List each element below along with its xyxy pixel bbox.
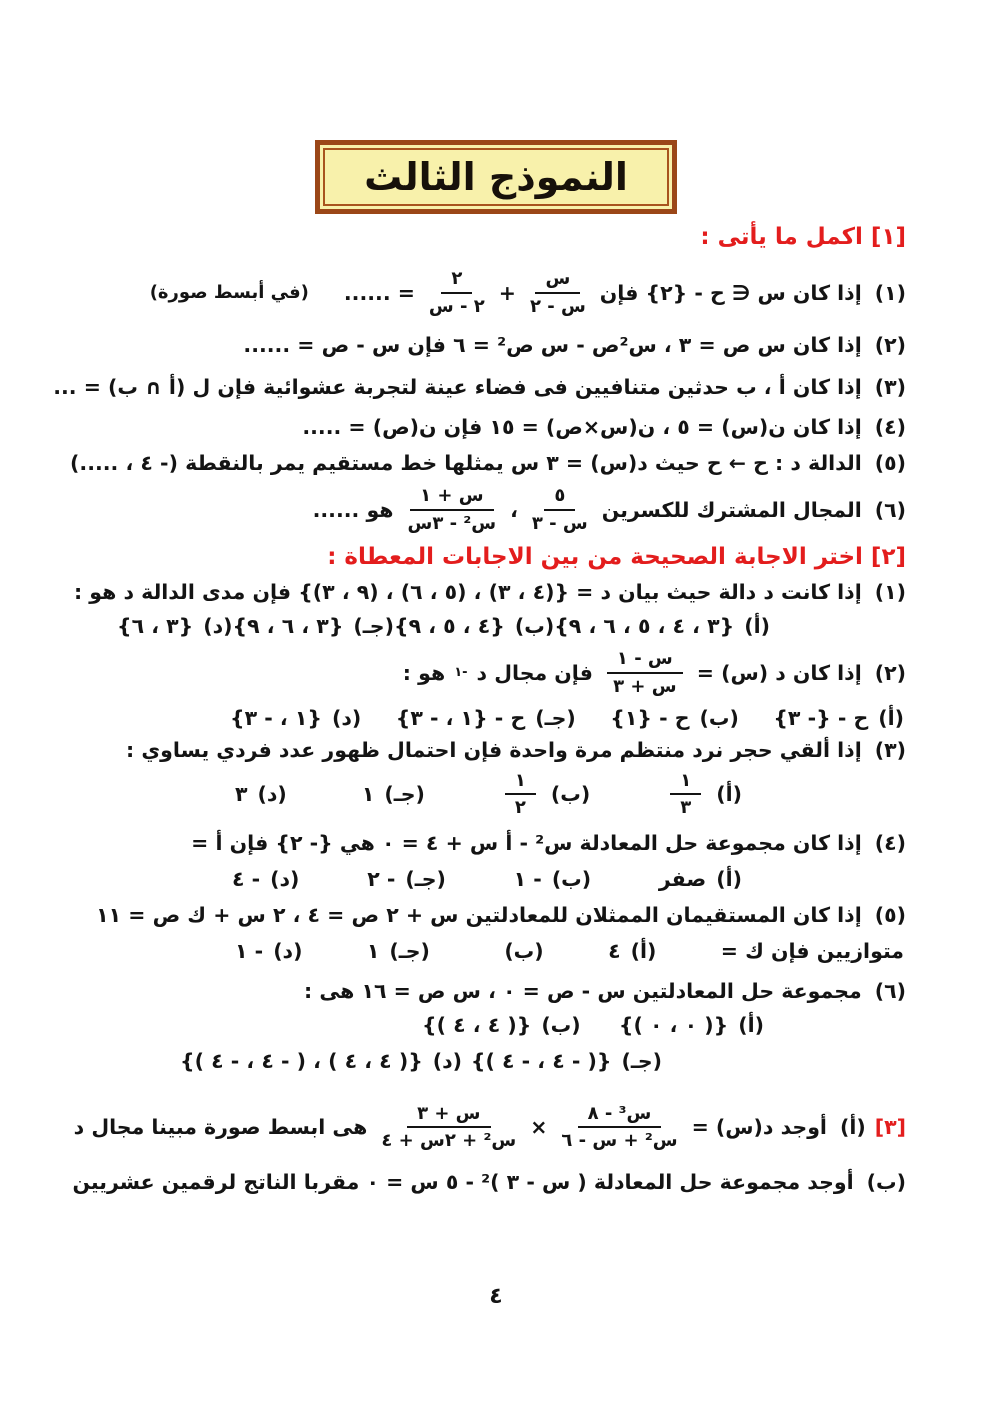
title-banner [0, 0, 992, 214]
option-label: (د) [331, 705, 362, 730]
numerator: ٢ [441, 268, 472, 294]
option-value: ١ [366, 938, 380, 963]
question-number: (٣) [874, 737, 906, 762]
option-label: (أ) [878, 705, 904, 730]
s2-q2-options [0, 706, 992, 730]
s1-item-2 [0, 333, 992, 357]
s2-q1-options [0, 614, 992, 638]
option-b [494, 939, 543, 963]
s2-q3-options [0, 770, 992, 819]
s1-item-3 [0, 375, 992, 399]
option-a [619, 1013, 764, 1037]
question-text-tail: هى ابسط صورة مبينا مجال د [73, 1115, 368, 1140]
question-text: إذا كان د (س) = [696, 660, 862, 685]
option-value: {٣ ، ٦} [116, 614, 194, 639]
item-text: الدالة د : ح ← ح حيث د(س) = ٣ س يمثلها خط مستقيم يمر بالنقطة (- ٤ ، .....) [70, 451, 862, 476]
option-a [608, 939, 656, 963]
option-value: ح - {١ ، - ٣} [395, 705, 526, 730]
option-label: (جـ) [535, 705, 576, 730]
page-number: ٤ [489, 1284, 503, 1309]
part-label: (ب) [866, 1169, 906, 1194]
question-text: إذا ألقي حجر نرد منتظم مرة واحدة فإن احتمال ظهور عدد فردي يساوي : [126, 737, 862, 762]
fraction [670, 770, 701, 819]
option-a [659, 867, 742, 891]
item-text-tail: هو ...... [312, 497, 394, 522]
s2-question-5 [0, 903, 992, 927]
s2-question-2 [0, 648, 992, 697]
option-value: - ٢ [367, 866, 396, 891]
option-label: (د) [203, 614, 233, 639]
part-label: (أ) [839, 1115, 866, 1140]
option-label: (د) [273, 938, 303, 963]
option-c [367, 867, 446, 891]
item-number: (٤) [874, 415, 906, 440]
question-number: (٦) [874, 978, 906, 1003]
option-label: (ب) [699, 705, 739, 730]
s2-q4-options [0, 867, 992, 891]
item-text: المجال المشترك للكسرين [601, 497, 862, 522]
option-d [180, 1049, 462, 1073]
option-a [773, 706, 904, 730]
fraction [532, 485, 588, 534]
inverse-exponent: -١ [454, 665, 468, 681]
option-a [554, 614, 770, 638]
item-number: (٣) [874, 375, 906, 400]
option-value: {( ٤ ، ٤ )} [422, 1012, 532, 1037]
s1-item-4 [0, 415, 992, 439]
denominator: ٢ [514, 797, 526, 819]
option-label: (أ) [738, 1012, 764, 1037]
denominator: س - ٣ [531, 512, 588, 534]
option-d [235, 782, 287, 806]
numerator: ٥ [544, 485, 575, 511]
question-text: مجموعة حل المعادلتين س - ص = ٠ ، س ص = ١٦ هى : [304, 978, 862, 1003]
denominator: ٢ - س [428, 295, 485, 317]
section3-header: [٣] [874, 1115, 906, 1140]
plus-operator: + [498, 280, 516, 305]
question-text: إذا كان المستقيمان الممثلان للمعادلتين س + ٢ ص = ٤ ، ٢ س + ك ص = ١١ [96, 902, 862, 927]
exam-title-box [315, 140, 677, 214]
option-label: (ب) [504, 938, 544, 963]
option-c [367, 939, 430, 963]
option-value: {( - ٤ ، - ٤ )} [470, 1048, 612, 1073]
option-b [500, 770, 590, 819]
option-label: (جـ) [621, 1048, 662, 1073]
option-label: (أ) [630, 938, 657, 963]
item-note: (في أبسط صورة) [149, 282, 309, 304]
item-number: (٦) [874, 497, 906, 522]
question-number: (٢) [874, 660, 906, 685]
option-label: (د) [432, 1048, 463, 1073]
option-value: صفر [658, 866, 707, 891]
option-label: (أ) [716, 866, 742, 891]
numerator: س - ١ [607, 648, 683, 674]
denominator: س - ٢ [529, 295, 586, 317]
equals-blank: = ...... [343, 280, 415, 305]
numerator: ١ [670, 770, 701, 796]
item-text: إذا كان أ ، ب حدثين متنافيين فى فضاء عينة لتجربة عشوائية فإن ل (أ ∩ ب) = ... [53, 375, 862, 400]
denominator: ٣ [680, 797, 692, 819]
option-label: (د) [270, 866, 300, 891]
option-value: - ١ [513, 866, 542, 891]
option-value: {٣ ، ٦ ، ٩} [232, 614, 344, 639]
s1-item-5 [0, 451, 992, 475]
option-value: {( ٠ ، ٠ )} [618, 1012, 729, 1037]
s1-item-6 [0, 485, 992, 534]
s2-question-4 [0, 831, 992, 855]
fraction [505, 770, 536, 819]
option-label: (ب) [514, 614, 555, 639]
option-c [396, 706, 576, 730]
option-value: ح - {١} [610, 705, 690, 730]
comma-separator: ، [510, 497, 518, 522]
denominator: س² - ٣س [407, 512, 497, 534]
question-text: إذا كان مجموعة حل المعادلة س² - أ س + ٤ = ٠ هي {- ٢} فإن أ = [191, 830, 862, 855]
option-b [394, 614, 554, 638]
s2-q5-options [0, 939, 992, 963]
denominator: س² + س - ٦ [561, 1130, 678, 1152]
option-d [232, 867, 299, 891]
item-text: إذا كان س ص = ٣ ، س²ص - س ص² = ٦ فإن س - ص = ...... [243, 333, 862, 358]
option-label: (جـ) [353, 614, 394, 639]
option-label: (د) [257, 782, 287, 807]
s2-q6-options-row2 [0, 1049, 992, 1073]
s3-part-a [0, 1103, 992, 1152]
option-b [514, 867, 592, 891]
question-text: إذا كانت د دالة حيث بيان د = {(٤ ، ٣) ، (٥ ، ٦) ، (٩ ، ٣)} فإن مدى الدالة د هو : [73, 580, 862, 605]
s2-question-1 [0, 580, 992, 604]
fraction [530, 268, 586, 317]
option-label: (جـ) [405, 866, 446, 891]
option-value: {١ ، - ٣} [230, 705, 322, 730]
question-text-mid: فإن مجال د [476, 660, 593, 685]
option-value: ح - {- ٣} [773, 705, 869, 730]
question-number: (٥) [874, 902, 906, 927]
option-value: ١ [361, 782, 375, 807]
item-text: إذا كان س ∈ ح - {٢} فإن [599, 280, 862, 305]
numerator: س + ١ [410, 485, 493, 511]
option-value: - ١ [235, 938, 264, 963]
s1-item-1 [0, 268, 992, 317]
exam-title: النموذج الثالث [364, 155, 628, 199]
question-text-continued: متوازيين فإن ك = [720, 938, 904, 963]
option-label: (ب) [551, 866, 592, 891]
numerator: س³ - ٨ [578, 1103, 662, 1129]
option-label: (ب) [541, 1012, 581, 1037]
question-text-tail: هو : [402, 660, 446, 685]
option-label: (جـ) [389, 938, 430, 963]
option-value: ٤ [608, 938, 621, 963]
fraction [561, 1103, 677, 1152]
fraction [381, 1103, 516, 1152]
option-d [235, 939, 302, 963]
item-text: إذا كان ن(س) = ٥ ، ن(س×ص) = ١٥ فإن ن(ص) = ..... [302, 415, 862, 440]
section1-header: [١] اكمل ما يأتى : [700, 224, 906, 250]
question-text: أوجد مجموعة حل المعادلة ( س - ٣ )² - ٥ س = ٠ مقربا الناتج لرقمين عشريين [72, 1169, 854, 1194]
s2-question-6 [0, 979, 992, 1003]
fraction [408, 485, 497, 534]
denominator: س² + ٢س + ٤ [381, 1130, 517, 1152]
option-c [471, 1049, 662, 1073]
item-number: (١) [874, 280, 906, 305]
question-text: أوجد د(س) = [691, 1115, 827, 1140]
numerator: س [535, 268, 580, 294]
option-c [233, 614, 394, 638]
item-number: (٢) [874, 333, 906, 358]
option-d [117, 614, 233, 638]
item-number: (٥) [874, 451, 906, 476]
question-number: (١) [874, 580, 906, 605]
option-value: - ٤ [232, 866, 261, 891]
option-d [230, 706, 361, 730]
fraction [607, 648, 683, 697]
option-value: {٤ ، ٥ ، ٩} [393, 614, 505, 639]
numerator: ١ [505, 770, 536, 796]
option-value: {٣ ، ٤ ، ٥ ، ٦ ، ٩} [554, 614, 735, 639]
denominator: س + ٣ [613, 675, 677, 697]
s2-question-3 [0, 738, 992, 762]
option-label: (أ) [716, 782, 742, 807]
option-value: {( ٤ ، ٤ ) ، ( - ٤ ، - ٤ )} [180, 1048, 423, 1073]
times-operator: × [530, 1115, 548, 1140]
s3-part-b [0, 1170, 992, 1194]
section2-header: [٢] اختر الاجابة الصحيحة من بين الاجابات المعطاة : [327, 544, 906, 571]
fraction [429, 268, 485, 317]
option-label: (أ) [744, 614, 770, 639]
option-label: (ب) [550, 782, 591, 807]
s2-q6-options-row1 [0, 1013, 992, 1037]
option-b [422, 1013, 581, 1037]
option-a [665, 770, 742, 819]
option-c [362, 782, 425, 806]
question-number: (٤) [874, 830, 906, 855]
option-value: ٣ [235, 782, 248, 807]
option-b [610, 706, 739, 730]
option-label: (جـ) [384, 782, 425, 807]
numerator: س + ٣ [407, 1103, 490, 1129]
